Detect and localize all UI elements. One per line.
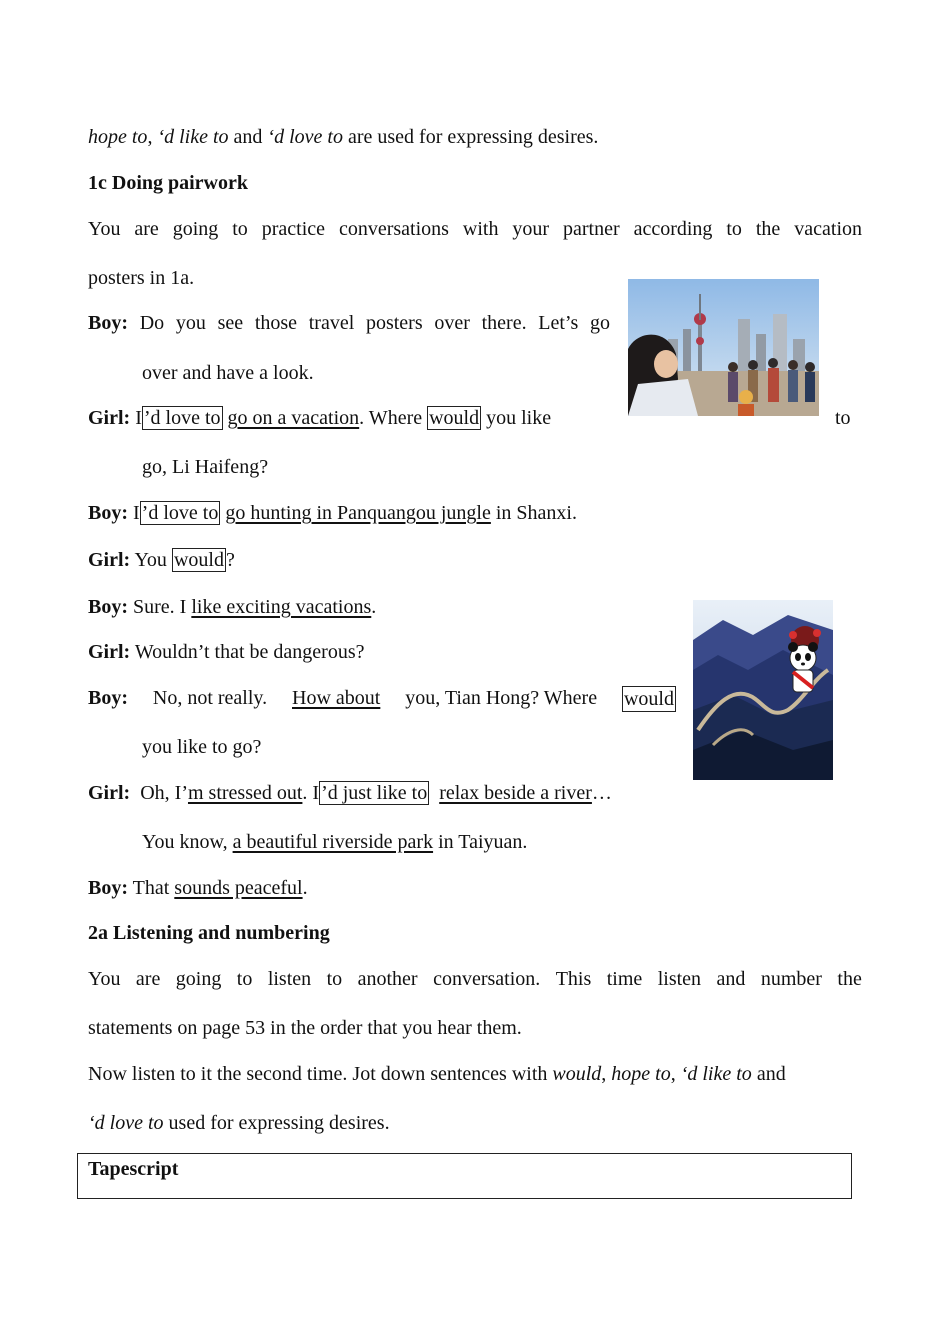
section-2a-para2-line2: ‘d love to used for expressing desires. — [88, 1112, 390, 1134]
underlined-phrase: relax beside a river — [439, 782, 592, 804]
underlined-phrase: m stressed out — [187, 782, 303, 804]
section-1c-para-line2: posters in 1a. — [88, 267, 195, 289]
speaker-boy: Boy: — [88, 312, 128, 334]
dialogue-line-2-to: to — [835, 407, 851, 429]
boxed-phrase: ’d love to — [141, 502, 219, 524]
underlined-phrase: How about — [292, 687, 381, 709]
underlined-phrase: like exciting vacations — [191, 596, 372, 618]
dialogue-line-7: Boy: No, not really. How about you, Tian Hong? Where would — [88, 687, 674, 710]
boxed-phrase: would — [173, 549, 224, 571]
great-wall-panda-photo — [693, 600, 833, 780]
dialogue-line-5: Boy: Sure. I like exciting vacations. — [88, 596, 377, 618]
tapescript-label: Tapescript — [88, 1158, 179, 1180]
section-1c-heading: 1c Doing pairwork — [88, 172, 248, 194]
section-2a-para2-line1: Now listen to it the second time. Jot down sentences with would, hope to, ‘d like to and — [88, 1063, 786, 1085]
dialogue-line-2: Girl: I ’d love to go on a vacation. Where would you like — [88, 407, 552, 429]
dialogue-line-4: Girl: You would ? — [88, 549, 235, 571]
dialogue-line-6: Girl: Wouldn’t that be dangerous? — [88, 641, 365, 663]
boxed-phrase: would — [623, 688, 674, 710]
boxed-phrase: ’d love to — [143, 407, 221, 429]
speaker-girl: Girl: — [88, 407, 131, 429]
section-2a-para1-line2: statements on page 53 in the order that you hear them. — [88, 1017, 522, 1039]
boxed-phrase: ’d just like to — [321, 782, 428, 804]
dialogue-line-7-cont: you like to go? — [142, 736, 262, 758]
dialogue-line-8-cont: You know, a beautiful riverside park in Taiyuan. — [142, 831, 528, 853]
underlined-phrase: a beautiful riverside park — [232, 831, 434, 853]
underlined-phrase: go on a vacation — [227, 407, 360, 429]
dialogue-line-2-cont: go, Li Haifeng? — [142, 456, 269, 478]
shanghai-tourists-photo — [628, 279, 819, 416]
section-1c-para-line1: You are going to practice conversations with your partner according to the vacation — [88, 218, 862, 240]
dialogue-line-3: Boy: I ’d love to go hunting in Panquangou jungle in Shanxi. — [88, 502, 577, 524]
dialogue-line-9: Boy: That sounds peaceful. — [88, 877, 308, 899]
dialogue-line-8: Girl: Oh, I’m stressed out. I ’d just like to relax beside a river… — [88, 782, 612, 804]
underlined-phrase: go hunting in Panquangou jungle — [225, 502, 491, 524]
section-2a-heading: 2a Listening and numbering — [88, 922, 330, 944]
tapescript-box — [77, 1153, 852, 1199]
underlined-phrase: sounds peaceful — [174, 877, 303, 899]
dialogue-line-1-cont: over and have a look. — [142, 362, 314, 384]
boxed-phrase: would — [429, 407, 480, 429]
dialogue-line-1: Boy: Do you see those travel posters over there. Let’s go — [88, 312, 610, 334]
intro-line: hope to, ‘d like to and ‘d love to are used for expressing desires. — [88, 126, 599, 148]
section-2a-para1-line1: You are going to listen to another conversation. This time listen and number the — [88, 968, 862, 990]
